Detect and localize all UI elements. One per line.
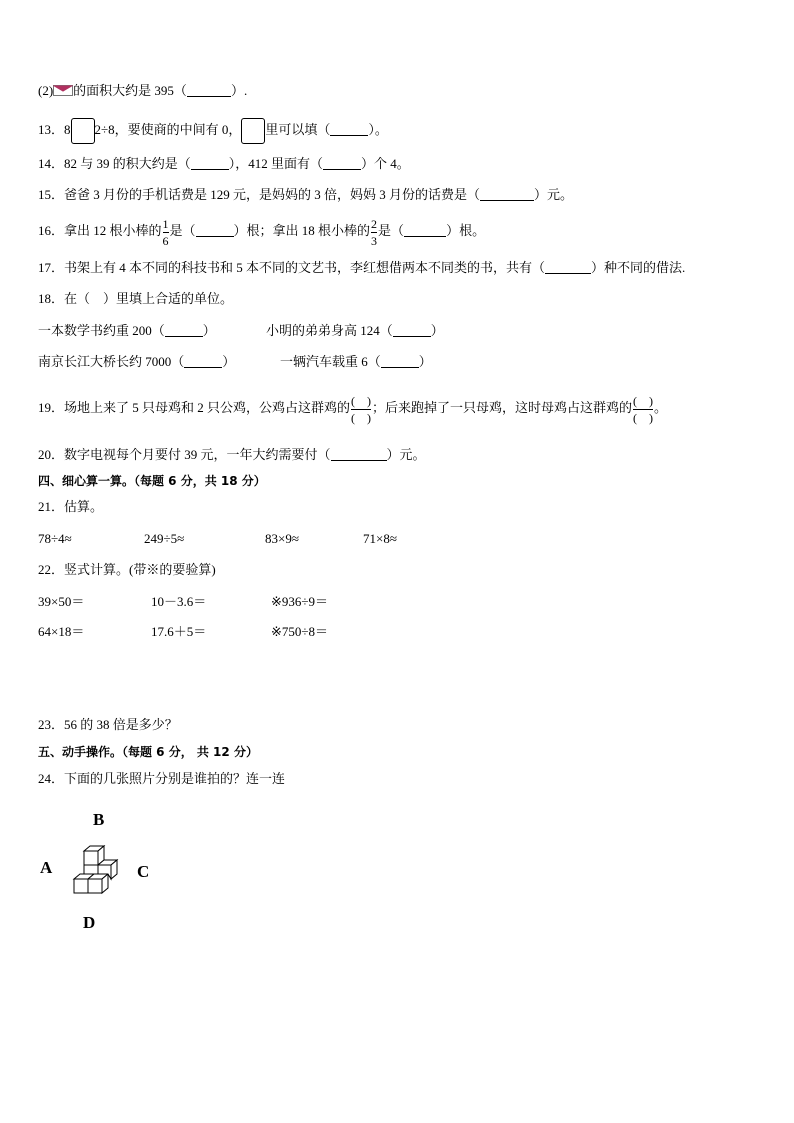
q22-item <box>271 623 328 641</box>
q21-title-text: 21．估算。 <box>38 499 104 514</box>
q18-d-end: ） <box>418 354 432 369</box>
q18-title-text: 18．在（ ）里填上合适的单位。 <box>38 291 234 306</box>
q16-text-c: ）根；拿出 18 根小棒的 <box>233 223 371 238</box>
q15-text-a: 15．爸爸 3 月份的手机话费是 129 元，是妈妈的 3 倍，妈妈 3 月份的话费是（ <box>38 187 481 202</box>
q22-item <box>38 593 84 611</box>
q18-c-end: ） <box>222 354 236 369</box>
q18-b: 小明的弟弟身高 124（ <box>266 323 393 338</box>
q16-blank-2[interactable] <box>404 224 446 237</box>
section-5-title <box>38 743 258 761</box>
q18-c: 南京长江大桥长约 7000（ <box>38 354 185 369</box>
q22-item-text: 64×18＝ <box>38 624 85 639</box>
q21-item-text: 249÷5≈ <box>144 531 185 546</box>
label-b: B <box>93 810 105 829</box>
q19-line <box>38 388 667 428</box>
q21-item <box>38 530 72 548</box>
q14-text-b: ），412 里面有（ <box>228 156 324 171</box>
frac-den: 3 <box>371 233 378 248</box>
q22-item <box>151 593 206 611</box>
q21-item <box>265 530 299 548</box>
section-5-title-text: 五、动手操作。（每题 6 分， 共 12 分） <box>38 745 258 759</box>
label-d: D <box>83 913 96 932</box>
q18-blank-b[interactable] <box>393 324 431 337</box>
fraction-blank-2[interactable] <box>633 393 653 426</box>
q21-item <box>144 530 184 548</box>
q12-prefix: (2) <box>38 83 54 98</box>
frac-den: ( ) <box>351 410 372 425</box>
q18-blank-a[interactable] <box>165 324 203 337</box>
q24-title-text: 24．下面的几张照片分别是谁拍的？连一连 <box>38 771 286 786</box>
q16-text-b: 是（ <box>169 223 196 238</box>
q19-text-c: 。 <box>654 400 668 415</box>
q22-item-text: ※936÷9＝ <box>271 594 329 609</box>
q16-text-a: 16．拿出 12 根小棒的 <box>38 223 162 238</box>
q21-item-text: 83×9≈ <box>265 531 299 546</box>
q22-title <box>38 561 216 579</box>
q19-text-a: 19．场地上来了 5 只母鸡和 2 只公鸡，公鸡占这群鸡的 <box>38 400 351 415</box>
q16-text-e: ）根。 <box>446 223 486 238</box>
frac-den: ( ) <box>633 410 654 425</box>
fraction-blank-1[interactable] <box>351 393 371 426</box>
q17-text-b: ）种不同的借法. <box>591 260 686 275</box>
q21-item <box>363 530 397 548</box>
q21-item-text: 78÷4≈ <box>38 531 72 546</box>
q18-row-2b <box>280 353 432 371</box>
q15-blank[interactable] <box>480 188 534 201</box>
q18-a: 一本数学书约重 200（ <box>38 323 165 338</box>
q22-item-text: 17.6＋5＝ <box>151 624 207 639</box>
q14-text-c: ）个 4。 <box>361 156 410 171</box>
envelope-icon <box>53 83 73 94</box>
q14-blank-1[interactable] <box>191 157 229 170</box>
q18-row-1b <box>266 322 444 340</box>
q18-row-2 <box>38 353 235 371</box>
q12-line <box>38 82 247 100</box>
section-4-title <box>38 472 266 490</box>
label-a: A <box>40 858 53 877</box>
q22-item <box>151 623 206 641</box>
q13-end: ）。 <box>368 121 388 137</box>
label-c: C <box>137 862 150 881</box>
q17-text-a: 17．书架上有 4 本不同的科技书和 5 本不同的文艺书，李红想借两本不同类的书，共有（ <box>38 260 546 275</box>
q18-blank-c[interactable] <box>184 355 222 368</box>
frac-den: 6 <box>162 233 169 248</box>
q14-blank-2[interactable] <box>323 157 361 170</box>
frac-num: 2 <box>371 216 378 231</box>
q13-after: 里可以填（ <box>265 121 331 137</box>
section-4-title-text: 四、细心算一算。（每题 6 分，共 18 分） <box>38 474 266 488</box>
q13-mid: 2÷8，要使商的中间有 0， <box>94 121 242 137</box>
q18-blank-d[interactable] <box>381 355 419 368</box>
q21-title <box>38 498 103 516</box>
q22-item-text: ※750÷8＝ <box>271 624 329 639</box>
fraction-2-3 <box>371 216 377 249</box>
q12-blank[interactable] <box>187 84 231 97</box>
frac-num: ( ) <box>351 393 372 408</box>
q19-text-b: ；后来跑掉了一只母鸡，这时母鸡占这群鸡的 <box>372 400 633 415</box>
q16-line <box>38 212 485 250</box>
q22-item-text: 10－3.6＝ <box>151 594 207 609</box>
q13-line <box>38 118 388 144</box>
q21-item-text: 71×8≈ <box>363 531 397 546</box>
q18-title <box>38 290 233 308</box>
q13-box-2[interactable] <box>241 118 265 144</box>
q15-line <box>38 186 573 204</box>
q13-blank[interactable] <box>330 123 368 136</box>
q20-blank[interactable] <box>331 448 387 461</box>
q20-line <box>38 446 426 464</box>
q20-text-b: ）元。 <box>386 447 426 462</box>
q16-text-d: 是（ <box>378 223 405 238</box>
q23-title <box>38 716 178 734</box>
q18-a-end: ） <box>202 323 216 338</box>
q14-line <box>38 155 410 173</box>
cube-stack-figure <box>70 843 122 899</box>
q23-title-text: 23．56 的 38 倍是多少？ <box>38 717 178 732</box>
q13-num: 13．8 <box>38 121 71 137</box>
q18-d: 一辆汽车载重 6（ <box>280 354 381 369</box>
q15-text-b: ）元。 <box>534 187 574 202</box>
q17-line <box>38 259 685 277</box>
frac-num: ( ) <box>633 393 654 408</box>
q12-end: ）. <box>230 83 248 98</box>
q24-title <box>38 770 285 788</box>
q13-box-1[interactable] <box>71 118 95 144</box>
q18-row-1 <box>38 322 216 340</box>
q18-b-end: ） <box>430 323 444 338</box>
q22-item <box>38 623 84 641</box>
q20-text-a: 20．数字电视每个月要付 39 元，一年大约需要付（ <box>38 447 331 462</box>
q22-item-text: 39×50＝ <box>38 594 85 609</box>
frac-num: 1 <box>162 216 169 231</box>
q14-text-a: 14．82 与 39 的积大约是（ <box>38 156 191 171</box>
fraction-1-6 <box>163 216 169 249</box>
q22-title-text: 22．竖式计算。(带※的要验算) <box>38 562 216 577</box>
q17-blank[interactable] <box>545 261 591 274</box>
q12-text: 的面积大约是 395（ <box>73 83 187 98</box>
q16-blank-1[interactable] <box>196 224 234 237</box>
q22-item <box>271 593 328 611</box>
